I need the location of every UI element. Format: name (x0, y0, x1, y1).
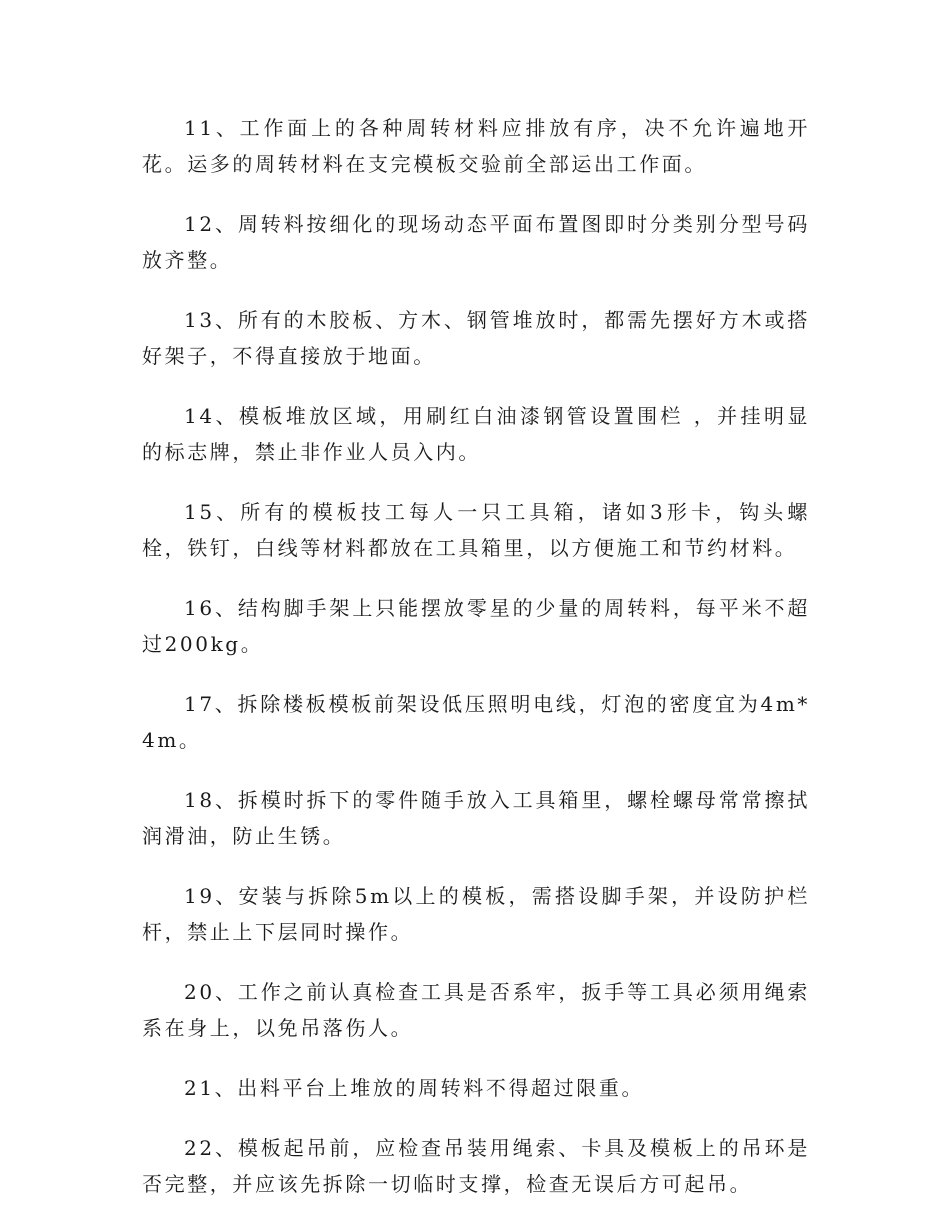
paragraph-item-14: 14、模板堆放区域，用刷红白油漆钢管设置围栏 ，并挂明显的标志牌，禁止非作业人员入内。 (142, 404, 810, 464)
paragraph-item-19: 19、安装与拆除5m以上的模板，需搭设脚手架，并设防护栏杆，禁止上下层同时操作。 (142, 884, 810, 944)
paragraph-item-20: 20、工作之前认真检查工具是否系牢，扳手等工具必须用绳索系在身上，以免吊落伤人。 (142, 980, 810, 1040)
document-body (142, 110, 810, 1226)
paragraph-item-21: 21、出料平台上堆放的周转料不得超过限重。 (184, 1076, 645, 1100)
paragraph-item-11: 11、工作面上的各种周转材料应排放有序，决不允许遍地开花。运多的周转材料在支完模板交验前全部运出工作面。 (142, 116, 810, 176)
paragraph-item-12: 12、周转料按细化的现场动态平面布置图即时分类别分型号码放齐整。 (142, 212, 810, 272)
paragraph-item-22: 22、模板起吊前，应检查吊装用绳索、卡具及模板上的吊环是否完整，并应该先拆除一切临时支撑，检查无误后方可起吊。 (142, 1136, 810, 1196)
paragraph-item-13: 13、所有的木胶板、方木、钢管堆放时，都需先摆好方木或搭好架子，不得直接放于地面。 (142, 308, 810, 368)
paragraph-item-16: 16、结构脚手架上只能摆放零星的少量的周转料，每平米不超过200kg。 (142, 596, 810, 656)
paragraph-item-15: 15、所有的模板技工每人一只工具箱，诸如3形卡，钩头螺栓，铁钉，白线等材料都放在工具箱里，以方便施工和节约材料。 (142, 500, 810, 560)
paragraph-item-17: 17、拆除楼板模板前架设低压照明电线，灯泡的密度宜为4m*4m。 (142, 692, 810, 752)
paragraph-item-18: 18、拆模时拆下的零件随手放入工具箱里，螺栓螺母常常擦拭润滑油，防止生锈。 (142, 788, 810, 848)
